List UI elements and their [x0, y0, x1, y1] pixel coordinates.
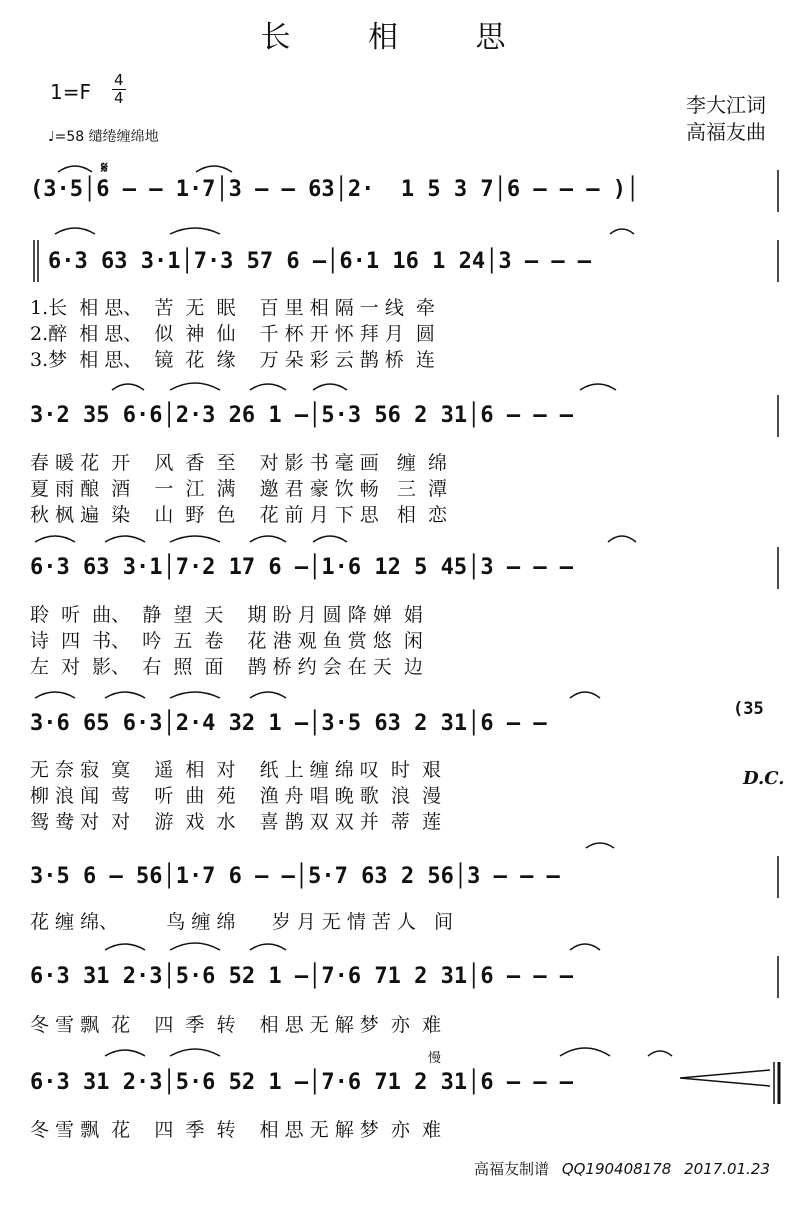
slur [648, 1051, 672, 1056]
slur [570, 692, 600, 698]
ending-notes: (35 [733, 699, 764, 719]
lyric-line-3-1: 春 暖 花 开 风 香 至 对 影 书 毫 画 缠 绵 [30, 452, 447, 474]
slur [170, 536, 220, 542]
key-signature: 1=F [50, 80, 91, 104]
time-signature-bottom: 4 [114, 89, 124, 107]
lyric-line-2-2: 2.醉 相 思、 似 神 仙 千 杯 开 怀 拜 月 圆 [30, 323, 435, 345]
slur [196, 166, 232, 172]
slur [105, 1050, 145, 1056]
time-signature-top: 4 [114, 71, 124, 89]
lyric-line-4-2: 诗 四 书、 吟 五 卷 花 港 观 鱼 赏 悠 闲 [30, 630, 423, 652]
lyric-line-8-1: 冬 雪 飘 花 四 季 转 相 思 无 解 梦 亦 难 [30, 1119, 441, 1141]
lyric-line-2-3: 3.梦 相 思、 镜 花 缘 万 朵 彩 云 鹊 桥 连 [30, 349, 435, 371]
slur [170, 383, 220, 390]
lyric-line-5-2: 柳 浪 闻 莺 听 曲 苑 渔 舟 唱 晚 歌 浪 漫 [30, 785, 441, 807]
slur [58, 166, 92, 172]
lyric-line-6-1: 花 缠 绵、 鸟 缠 绵 岁 月 无 情 苦 人 间 [30, 911, 454, 933]
slur [105, 944, 145, 950]
staff-line-3: 3·2 35 6·6│2·3 26 1 –│5·3 56 2 31│6 – – – [30, 403, 574, 428]
slur [112, 384, 144, 390]
slur [608, 536, 636, 542]
lyric-line-5-3: 鸳 鸯 对 对 游 戏 水 喜 鹊 双 双 并 蒂 莲 [30, 811, 441, 833]
staff-line-8: 6·3 31 2·3│5·6 52 1 –│7·6 71 2 31│6 – – – [30, 1070, 574, 1095]
lyric-line-4-1: 聆 听 曲、 静 望 天 期 盼 月 圆 降 婵 娟 [30, 604, 423, 626]
slur [250, 536, 286, 542]
slur [105, 536, 145, 542]
staff-line-1: (3·5│6 – – 1·7│3 – – 63│2· 1 5 3 7│6 – – – )│ [30, 177, 640, 202]
slur [313, 536, 347, 542]
slur [560, 1048, 610, 1056]
slur [170, 943, 220, 950]
slow-mark: 慢 [428, 1051, 442, 1066]
slur [250, 384, 286, 390]
staff-line-4: 6·3 63 3·1│7·2 17 6 –│1·6 12 5 45│3 – – – [30, 555, 574, 580]
lyric-line-3-2: 夏 雨 酿 酒 一 江 满 邀 君 豪 饮 畅 三 潭 [30, 478, 447, 500]
lyric-line-7-1: 冬 雪 飘 花 四 季 转 相 思 无 解 梦 亦 难 [30, 1014, 441, 1036]
slur [250, 692, 286, 698]
staff-line-7: 6·3 31 2·3│5·6 52 1 –│7·6 71 2 31│6 – – – [30, 964, 574, 989]
composer: 高福友曲 [686, 120, 766, 144]
slur [610, 229, 634, 234]
staff-line-2: 6·3 63 3·1│7·3 57 6 –│6·1 16 1 24│3 – – – [48, 249, 592, 274]
song-title: 长 相 思 [260, 20, 540, 55]
lyric-line-3-3: 秋 枫 遍 染 山 野 色 花 前 月 下 思 相 恋 [30, 504, 447, 526]
da-capo-mark: D.C. [743, 768, 785, 789]
footer-maker: 高福友制谱 [474, 1160, 550, 1178]
hairpin [680, 1070, 770, 1086]
tempo-marking: ♩=58 缱绻缠绵地 [48, 129, 159, 145]
lyric-line-2-1: 1.长 相 思、 苦 无 眠 百 里 相 隔 一 线 牵 [30, 297, 435, 319]
footer-date: 2017.01.23 [684, 1160, 770, 1178]
slur [570, 944, 600, 950]
lyricist: 李大江词 [686, 93, 766, 117]
lyric-line-4-3: 左 对 影、 右 照 面 鹊 桥 约 会 在 天 边 [30, 656, 423, 678]
slur [35, 536, 75, 542]
staff-line-6: 3·5 6 – 56│1·7 6 – –│5·7 63 2 56│3 – – – [30, 864, 560, 889]
slur [55, 228, 95, 234]
lyric-line-5-1: 无 奈 寂 寞 遥 相 对 纸 上 缠 绵 叹 时 艰 [30, 759, 441, 781]
slur [580, 384, 616, 390]
slur [250, 944, 286, 950]
slur [170, 1049, 220, 1056]
staff-line-5: 3·6 65 6·3│2·4 32 1 –│3·5 63 2 31│6 – – [30, 711, 560, 736]
footer-credit [466, 1158, 770, 1179]
segno-sign: 𝄋 [101, 158, 108, 177]
slur [586, 843, 614, 848]
slur [35, 692, 75, 698]
footer-qq: QQ190408178 [561, 1160, 672, 1178]
slur [170, 692, 220, 698]
slur [170, 228, 220, 234]
slur [105, 692, 145, 698]
slur [313, 384, 347, 390]
